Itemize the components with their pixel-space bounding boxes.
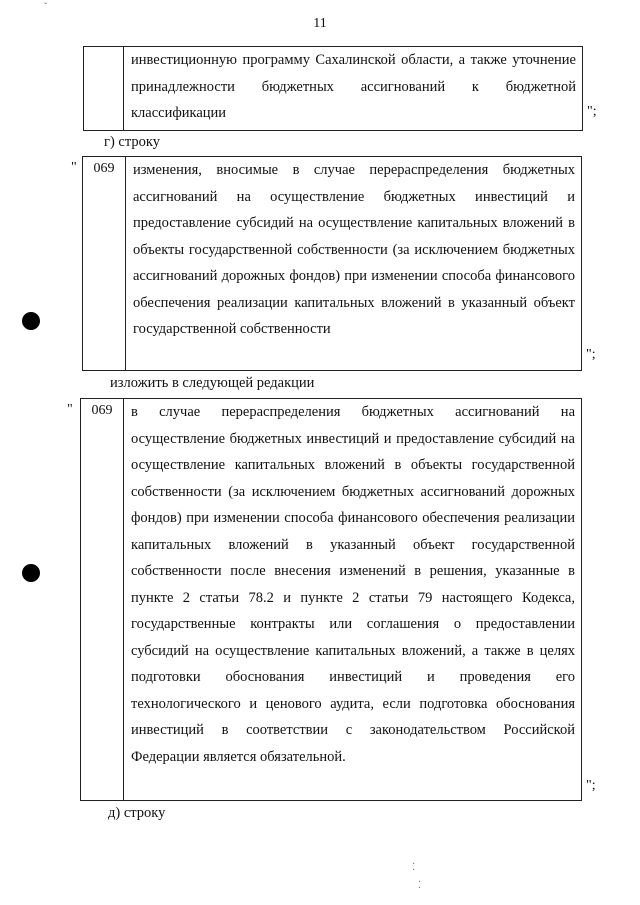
table-row-069-new: [80, 398, 582, 801]
paragraph-g: г) строку: [104, 134, 160, 150]
punch-hole-mark: [22, 564, 40, 582]
closing-quote: ";: [587, 104, 597, 119]
page-number: 11: [313, 16, 327, 31]
scan-speck: ˇ: [44, 2, 48, 13]
table-row-continuation: [83, 46, 583, 131]
code-cell: 069: [83, 157, 126, 370]
scan-speck: ⁚: [418, 880, 422, 891]
description-cell: изменения, вносимые в случае перераспределения бюджетных ассигнований на осуществление бюджетных инвестиций и предоставление субсидий на осуществление капитальных вложений в объекты государственной собственности (за исключением бюджетных ассигнований дорожных фондов) при изменении способа финансового обеспечения реализации капитальных вложений в указанный объект государственной собственности: [133, 162, 575, 337]
code-cell-empty: [84, 47, 124, 130]
code-cell: 069: [81, 399, 124, 800]
punch-hole-mark: [22, 312, 40, 330]
closing-quote: ";: [586, 778, 596, 793]
description-cell: инвестиционную программу Сахалинской области, а также уточнение принадлежности бюджетных ассигнований к бюджетной классификации: [131, 52, 576, 121]
description-cell: в случае перераспределения бюджетных ассигнований на осуществление бюджетных инвестиций и предоставление субсидий на осуществление капитальных вложений в объекты государственной собственности (за исключением бюджетных ассигнований дорожных фондов) при изменении способа финансового обеспечения реализации капитальных вложений в указанный объект государственной собственности после внесения изменений в решения, указанные в пункте 2 статьи 78.2 и пункте 2 статьи 79 настоящего Кодекса, государственные контракты или соглашения о предоставлении субсидий на осуществление капитальных вложений, а также в целях подготовки обоснования инвестиций и проведения его технологического и ценового аудита, если подготовка обоснования инвестиций в соответствии с законодательством Российской Федерации является обязательной.: [131, 404, 575, 765]
closing-quote: ";: [586, 347, 596, 362]
scan-speck: ⁚: [412, 862, 416, 873]
opening-quote: ": [67, 402, 73, 417]
paragraph-izlozhit: изложить в следующей редакции: [110, 375, 315, 391]
opening-quote: ": [71, 160, 77, 175]
paragraph-d: д) строку: [108, 805, 166, 821]
table-row-069-old: [82, 156, 582, 371]
